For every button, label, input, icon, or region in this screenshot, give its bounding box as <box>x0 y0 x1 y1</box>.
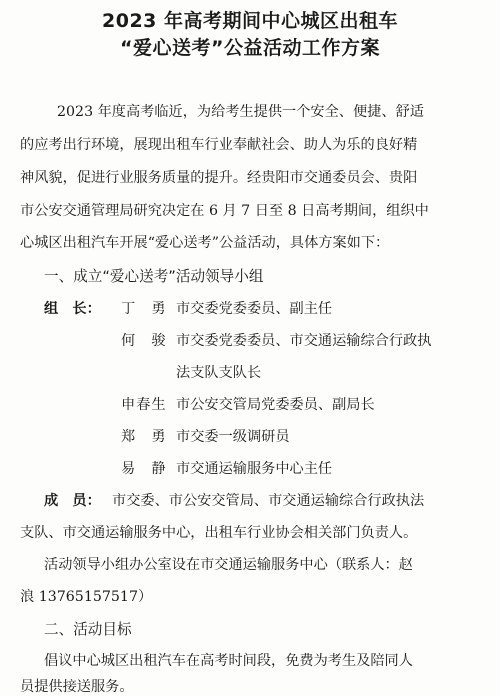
member-line-2: 支队、市交通运输服务中心，出租车行业协会相关部门负责人。 <box>20 525 418 541</box>
member-role: 市交委党委委员、副主任 <box>176 301 333 317</box>
intro-line-3: 神风貌，促进行业服务质量的提升。经贵阳市交通委员会、贵阳 <box>20 170 418 186</box>
doc-title-line-2: “爱心送考”公益活动工作方案 <box>120 37 380 59</box>
intro-line-5: 心城区出租汽车开展“爱心送考”公益活动，具体方案如下： <box>20 235 390 251</box>
doc-title-line-1: 2023 年高考期间中心城区出租车 <box>102 10 398 32</box>
member-role: 市交委一级调研员 <box>176 429 290 445</box>
intro-line-1: 2023 年度高考临近，为给考生提供一个安全、便捷、舒适 <box>57 104 424 120</box>
member-name: 易 静 <box>121 461 167 477</box>
member-role: 市公安交管局党委委员、副局长 <box>176 397 375 413</box>
intro-line-2: 的应考出行环境，展现出租车行业奉献社会、助人为乐的良好精 <box>20 137 418 153</box>
section-2-heading: 二、活动目标 <box>44 621 132 638</box>
member-line-1: 市交委、市公安交管局、市交通运输综合行政执法 <box>112 493 425 509</box>
member-name: 郑 勇 <box>121 429 167 445</box>
member-name: 丁 勇 <box>121 301 167 317</box>
leader-label: 组 长： <box>44 301 101 317</box>
member-role-continued: 法支队支队长 <box>176 365 262 381</box>
member-role: 市交通运输服务中心主任 <box>176 461 333 477</box>
member-name: 何 骏 <box>121 333 167 349</box>
office-line-1: 活动领导小组办公室设在市交通运输服务中心（联系人：赵 <box>44 557 413 573</box>
member-role: 市交委党委委员、市交通运输综合行政执 <box>176 333 432 349</box>
section-1-heading: 一、成立“爱心送考”活动领导小组 <box>44 268 264 285</box>
member-label: 成 员： <box>44 493 101 509</box>
office-line-2: 浪 13765157517） <box>20 589 153 605</box>
member-name: 申春生 <box>121 397 167 413</box>
goal-line-2: 员提供接送服务。 <box>20 679 134 695</box>
goal-line-1: 倡议中心城区出租汽车在高考时间段，免费为考生及陪同人 <box>44 653 413 669</box>
intro-line-4: 市公安交通管理局研究决定在 6 月 7 日至 8 日高考期间，组织中 <box>20 203 429 219</box>
